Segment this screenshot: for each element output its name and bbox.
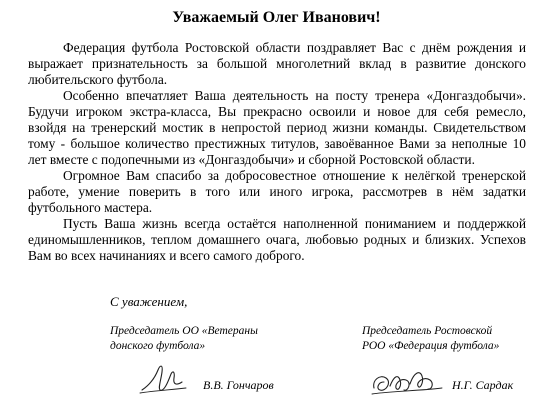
closing-phrase: С уважением,	[110, 294, 188, 309]
signatory-left-position-line1: Председатель ОО «Ветераны	[110, 325, 258, 337]
signatory-right-name: Н.Г. Сардак	[452, 378, 514, 392]
signature-left	[138, 360, 188, 396]
signatory-right-position-line2: РОО «Федерация футбола»	[362, 340, 500, 352]
signatory-right-position-line1: Председатель Ростовской	[362, 325, 493, 337]
signature-right	[368, 364, 446, 398]
signatory-left-position	[110, 324, 300, 354]
letter-body	[28, 40, 526, 264]
signatory-left-name: В.В. Гончаров	[203, 378, 274, 392]
signatory-right-position	[362, 324, 542, 354]
paragraph-2: Особенно впечатляет Ваша деятельность на посту тренера «Донгаздобычи». Будучи игроком экстра-класса, Вы прекрасно освоили и новое для себя ремесло, взойдя на тренерский мостик в непростой период жизни команды. Свидетельством тому - большое количество престижных титулов, завоёванное Вами за неполные 10 лет вместе с подопечными из «Донгаздобычи» и сборной Ростовской области.	[28, 88, 526, 167]
paragraph-4: Пусть Ваша жизнь всегда остаётся наполненной пониманием и поддержкой единомышленников, теплом домашнего очага, любовью родных и близких. Успехов Вам во всех начинаниях и всего самого доброго.	[28, 216, 526, 263]
letter-title: Уважаемый Олег Иванович!	[172, 9, 381, 26]
signatory-left-position-line2: донского футбола»	[110, 340, 206, 352]
paragraph-1: Федерация футбола Ростовской области поздравляет Вас с днём рождения и выражает признательность за большой многолетний вклад в развитие донского любительского футбола.	[28, 40, 526, 87]
paragraph-3: Огромное Вам спасибо за добросовестное отношение к нелёгкой тренерской работе, умение поверить в того или иного игрока, рассмотрев в нём задатки футбольного мастера.	[28, 168, 526, 215]
